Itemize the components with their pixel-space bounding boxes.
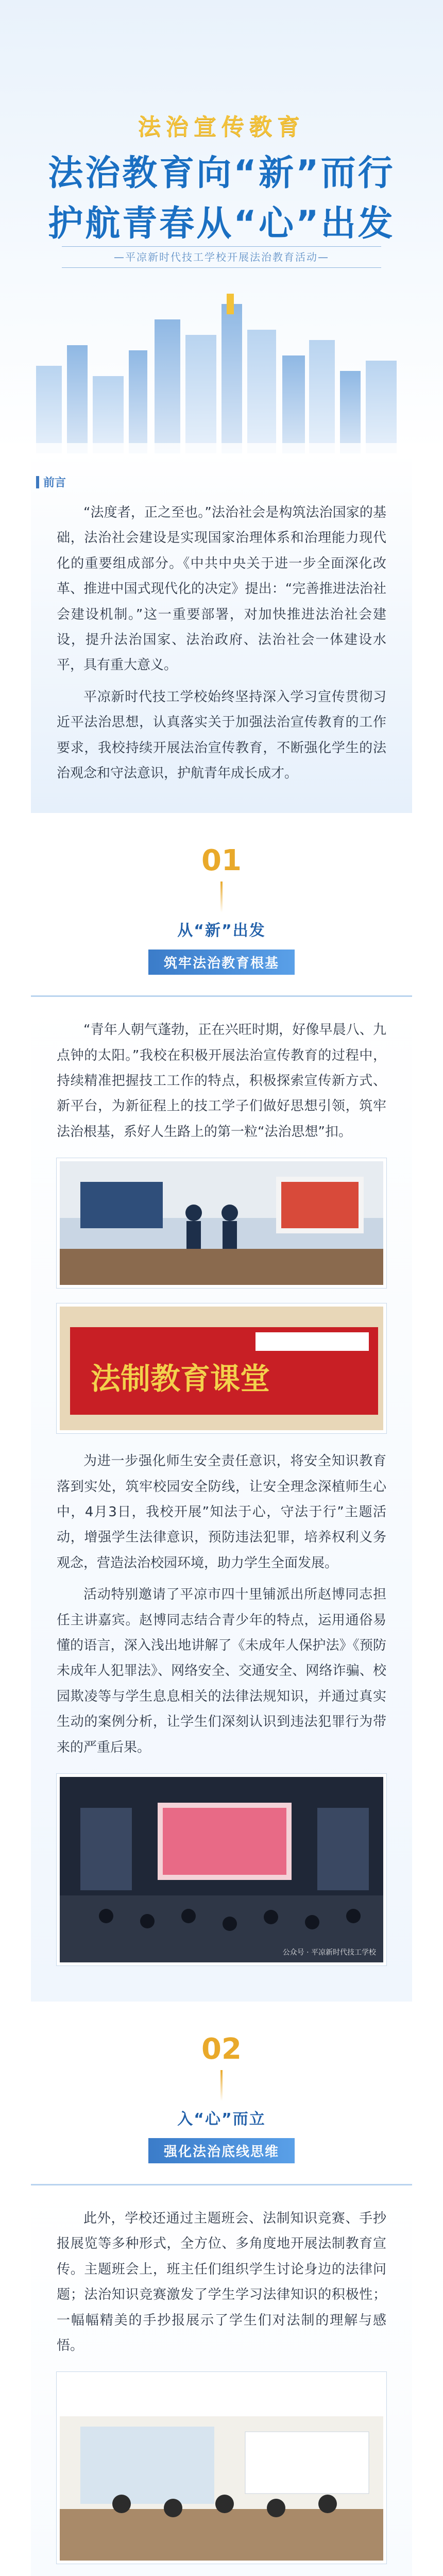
preface-label: 前言: [43, 477, 66, 489]
auditorium-photo: [57, 1774, 386, 1965]
hero-banner: [0, 0, 443, 453]
hero-title-line1: 法治教育向“新”而行: [48, 153, 395, 194]
section-divider: [220, 2070, 223, 2101]
preface-paragraph: 平凉新时代技工学校始终坚持深入学习宣传贯彻习近平法治思想，认真落实关于加强法治宣传教育的工作要求，我校持续开展法治宣传教育，不断强化学生的法治观念和守法意识，护航青年成长成才。: [57, 689, 386, 781]
preface-label-tag: [36, 474, 66, 490]
section-subtitle: 筑牢法治教育根基: [148, 950, 295, 975]
section-2-card: [31, 2184, 412, 2576]
section-subtitle: 强化法治底线思维: [148, 2138, 295, 2163]
section-number: 02: [201, 2032, 242, 2066]
hero-title-line2: 护航青春从“心”出发: [48, 204, 395, 244]
section-number: 01: [201, 844, 242, 878]
section-divider: [220, 882, 223, 912]
section-title: 入“心”而立: [177, 2110, 266, 2128]
body-paragraph: 为进一步强化师生安全责任意识，将安全知识教育落到实处，筑牢校园安全防线，让安全理念深植师生心中，4月3日，我校开展”知法于心，守法于行”主题活动，增强学生法律意识，预防违法犯罪，培养权利义务观念，营造法治校园环境，助力学生全面发展。: [57, 1453, 386, 1571]
body-paragraph: 活动特别邀请了平凉市四十里铺派出所赵博同志担任主讲嘉宾。赵博同志结合青少年的特点，运用通俗易懂的语言，深入浅出地讲解了《未成年人保护法》《预防未成年人犯罪法》、网络安全、交通安全、网络诈骗、校园欺凌等与学生息息相关的法律法规知识，并通过真实生动的案例分析，让学生们深刻认识到违法犯罪行为带来的严重后果。: [57, 1587, 386, 1755]
photo-watermark: 公众号 · 平凉新时代技工学校: [282, 1948, 376, 1957]
section-title: 从“新”出发: [177, 922, 266, 940]
section-1-card: [31, 995, 412, 2002]
city-skyline-illustration: [0, 289, 443, 453]
hero-subtitle: —平凉新时代技工学校开展法治教育活动—: [62, 246, 381, 268]
class-banner-photo: [57, 1303, 386, 1433]
section-2-heading: [0, 2002, 443, 2174]
preface-section: [31, 453, 412, 813]
classroom-photo: [57, 1158, 386, 1288]
preface-paragraph: “法度者，正之至也。”法治社会是构筑法治国家的基础，法治社会建设是实现国家治理体系和治理能力现代化的重要组成部分。《中共中央关于进一步全面深化改革、推进中国式现代化的决定》提出：“完善推进法治社会建设机制。”这一重要部署，对加快推进法治社会建设，提升法治国家、法治政府、法治社会一体建设水平，具有重大意义。: [57, 505, 386, 673]
body-paragraph: “青年人朝气蓬勃，正在兴旺时期，好像早晨八、九点钟的太阳。”我校在积极开展法治宣传教育的过程中，持续精准把握技工工作的特点，积极探索宣传新方式、新平台，为新征程上的技工学子们做好思想引领，筑牢法治根基，系好人生路上的第一粒“法治思想”扣。: [57, 1022, 386, 1140]
section-1-heading: [0, 813, 443, 985]
body-paragraph: 此外，学校还通过主题班会、法制知识竞赛、手抄报展览等多种形式，全方位、多角度地开展法制教育宣传。主题班会上，班主任们组织学生讨论身边的法律问题；法治知识竞赛激发了学生学习法律知识的积极性；一幅幅精美的手抄报展示了学生们对法制的理解与感悟。: [57, 2210, 386, 2353]
hero-topic: 法治宣传教育: [138, 114, 305, 140]
banner-text: 法制教育课堂: [91, 1361, 270, 1397]
label-bar-icon: [36, 476, 39, 488]
classroom-meeting-photo: [57, 2372, 386, 2564]
